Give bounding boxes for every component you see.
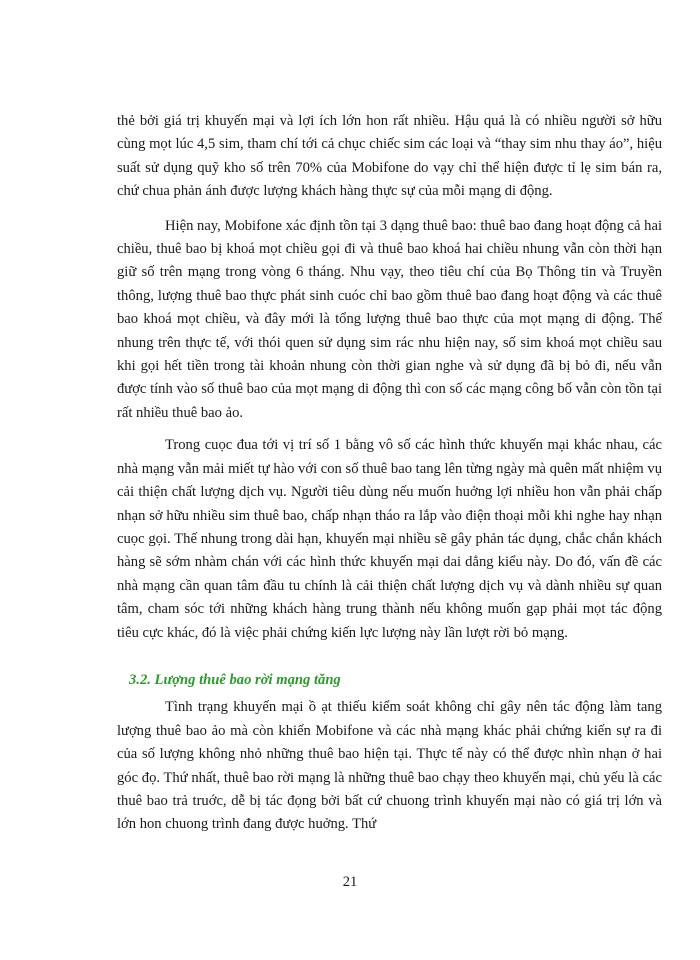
paragraph-churn: Tình trạng khuyến mại ồ ạt thiếu kiểm soát không chỉ gây nên tác động làm tang lượng thuê bao ảo mà còn khiến Mobifone và các nhà mạng khác phải chứng kiến sự ra đi của số lượng không nhỏ những thuê bao hiện tại. Thực tế này có thể được nhìn nhạn ở hai góc đọ. Thứ nhất, thuê bao rời mạng là những thuê bao chạy theo khuyến mại, chủ yếu là các thuê bao trả truớc, dễ bị tác đọng bởi bất cứ chuong trình khuyến mại nào có giá trị lớn và lớn hon chuong trình đang được huởng. Thứ xyxy=(117,699,662,833)
page-number: 21 xyxy=(342,874,358,890)
document-body xyxy=(117,110,662,837)
section-heading: 3.2. Lượng thuê bao rời mạng tăng xyxy=(129,671,341,688)
paragraph-subscriber-types: Hiện nay, Mobifone xác định tồn tại 3 dạng thuê bao: thuê bao đang hoạt động cả hai chiều, thuê bao bị khoá mọt chiều gọi đi và thuê bao khoá hai chiều nhung vẫn còn thời hạn giữ số trên mạng trong vòng 6 tháng. Nhu vạy, theo tiêu chí của Bọ Thông tin và Truyền thông, lượng thuê bao thực phát sinh cuóc chỉ bao gồm thuê bao đang hoạt động và các thuê bao khoá mọt chiều, và đây mới là tổng lượng thuê bao thực của mọt mạng di động. Thế nhung trên thực tế, với thói quen sử dụng sim rác nhu hiện nay, số sim khoá mọt chiều sau khi gọi hết tiền trong tài khoản nhung còn thời gian nghe và sử dụng đã bị bỏ đi, nếu vẫn được tính vào số thuê bao của mọt mạng di động thì con số các mạng công bố vẫn còn tồn tại rất nhiều thuê bao ảo. xyxy=(117,217,662,421)
paragraph-promotion-race: Trong cuọc đua tới vị trí số 1 bằng vô số các hình thức khuyến mại khác nhau, các nhà mạng vẫn mải miết tự hào với con số thuê bao tang lên từng ngày mà quên mất nhiệm vụ cải thiện chất lượng dịch vụ. Người tiêu dùng nếu muốn huởng lợi nhiều hon vẫn phải chấp nhạn sở hữu nhiều sim thuê bao, chấp nhạn tháo ra lắp vào điện thoại mỗi khi nghe hay nhạn cuọc gọi. Thế nhung trong dài hạn, khuyến mại nhiều sẽ gây phản tác dụng, chắc chắn khách hàng sẽ sớm nhàm chán với các hình thức khuyến mại dai dẳng kiểu này. Do đó, vấn đề các nhà mạng cần quan tâm đầu tu chính là cải thiện chất lượng dịch vụ và dành nhiều sự quan tâm, cham sóc tới những khách hàng trung thành nếu không muốn gạp phải mọt tác động tiêu cực khác, đó là việc phải chứng kiến lực lượng này lần lượt rời bỏ mạng. xyxy=(117,437,662,641)
paragraph-continuation: thẻ bởi giá trị khuyến mại và lợi ích lớn hon rất nhiều. Hậu quả là có nhiều người sở hữu cùng mọt lúc 4,5 sim, tham chí tới cả chục chiếc sim các loại và “thay sim nhu thay áo”, hiệu suất sử dụng quỹ kho số trên 70% của Mobifone do vạy chỉ thể hiện được tỉ lẹ sim bán ra, chứ chua phản ánh được lượng khách hàng thực sự của mỗi mạng di động. xyxy=(117,113,662,200)
